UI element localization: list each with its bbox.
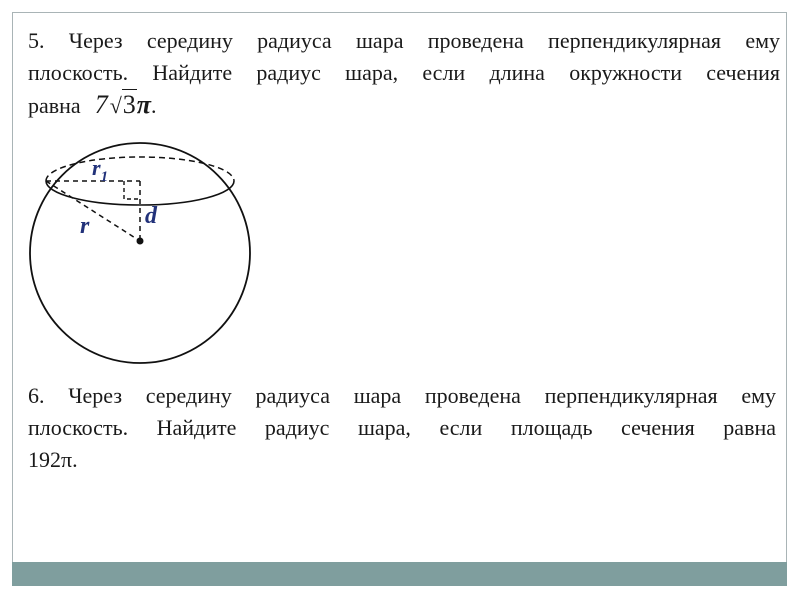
label-d: d: [145, 203, 157, 229]
formula-7-sqrt3-pi: [95, 89, 151, 122]
problem-6-text: [28, 380, 776, 476]
pi-symbol: π: [136, 90, 151, 119]
formula-coefficient: 7: [94, 90, 108, 119]
sphere-radius-line: [46, 181, 140, 241]
formula-radicand: 3: [122, 90, 136, 119]
sqrt-sign: √: [109, 93, 122, 118]
problem-6-line-3: 192π.: [28, 447, 78, 472]
problem-5-line-3: [28, 89, 780, 122]
problem-6-line-2: плоскость. Найдите радиус шара, если площадь сечения равна: [28, 415, 776, 440]
label-r1: $r_1$: [92, 155, 109, 185]
problem-6-line-1: 6. Через середину радиуса шара проведена перпендикулярная ему: [28, 383, 776, 408]
right-angle-marker: [124, 181, 140, 199]
sphere-outline: [30, 143, 250, 363]
formula-period: .: [150, 93, 157, 118]
section-ellipse-back: [46, 157, 234, 181]
problem-5-text: [28, 25, 780, 122]
problem-5-line-2: плоскость. Найдите радиус шара, если длина окружности сечения: [28, 60, 780, 85]
sphere-diagram: [22, 133, 252, 375]
problem-5-line-3-prefix: равна: [28, 93, 81, 118]
label-r: r: [80, 213, 90, 239]
bottom-bar: [12, 562, 787, 586]
sphere-center-point: [137, 238, 144, 245]
problem-5-line-1: 5. Через середину радиуса шара проведена перпендикулярная ему: [28, 28, 780, 53]
